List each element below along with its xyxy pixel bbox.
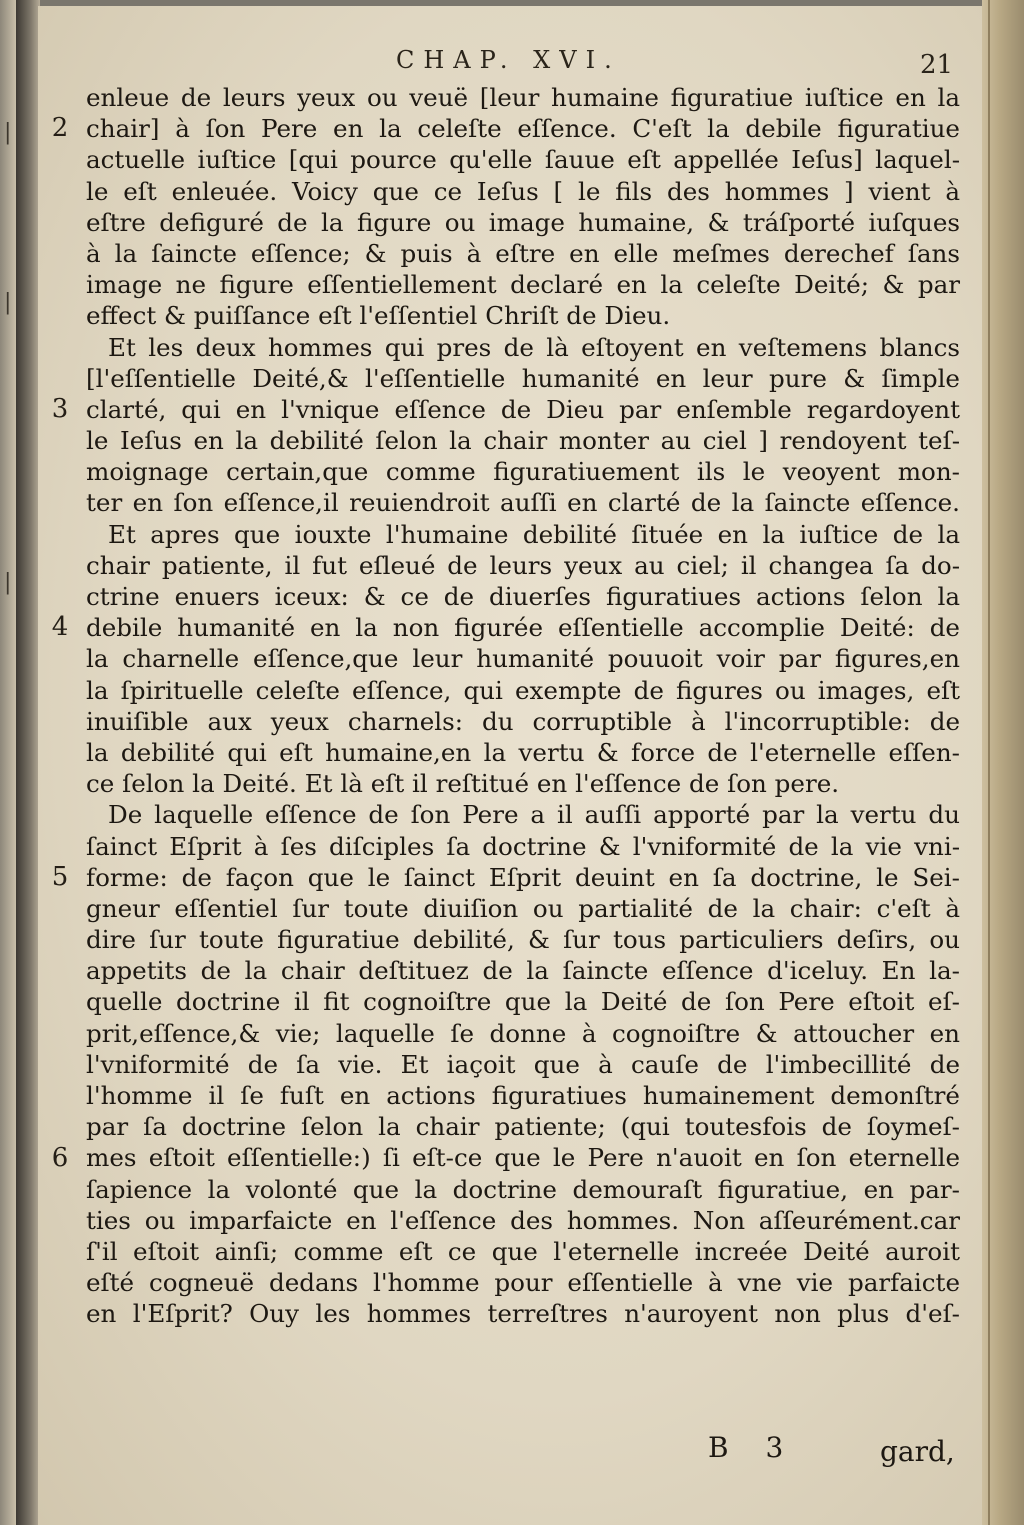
text-line: la debilité qui eſt humaine,en la vertu & force de l'eternelle eſſen-: [86, 737, 960, 767]
verse-number: 5: [51, 862, 69, 892]
running-head: [38, 46, 982, 86]
text-line: eſtre defiguré de la figure ou image humaine, & tráſporté iuſques: [86, 207, 960, 237]
text-line: prit,eſſence,& vie; laquelle ſe donne à cognoiſtre & attoucher en: [86, 1018, 960, 1048]
text-line: le eſt enleuée. Voicy que ce Ieſus [ le fils des hommes ] vient à: [86, 176, 960, 206]
verse-number: 2: [51, 113, 69, 144]
page-footer: [38, 1431, 982, 1481]
text-line: ctrine enuers iceux: & ce de diuerſes figuratiues actions ſelon la: [86, 582, 960, 611]
text-line: la charnelle eſſence,que leur humanité pouuoit voir par figures,en: [86, 644, 960, 674]
verse-number: 4: [51, 612, 69, 643]
page-number: 21: [920, 50, 954, 80]
text-line: ties ou imparfaicte en l'eſſence des hommes. Non aſſeurément.car: [86, 1205, 960, 1235]
text-line: actuelle iuſtice [qui pource qu'elle ſauue eſt appellée Ieſus] laquel-: [86, 145, 960, 175]
text-line: Et les deux hommes qui pres de là eſtoyent en veſtemens blancs: [108, 332, 960, 362]
text-line: appetits de la chair deſtituez de la ſaincte eſſence d'iceluy. En la-: [86, 956, 960, 986]
text-line: l'homme il ſe fuſt en actions figuratiues humainement demonſtré: [86, 1081, 960, 1110]
text-line: en l'Eſprit? Ouy les hommes terreſtres n'auroyent non plus d'eſ-: [86, 1299, 960, 1329]
text-line: image ne figure eſſentiellement declaré en la celeſte Deité; & par: [86, 270, 960, 300]
book-gutter: [16, 0, 40, 1525]
text-line: eſté cogneuë dedans l'homme pour eſſentielle à vne vie parfaicte: [86, 1268, 960, 1298]
text-line: le Ieſus en la debilité ſelon la chair monter au ciel ] rendoyent teſ-: [86, 426, 960, 456]
catchword: gard,: [880, 1435, 955, 1468]
verse-number: 6: [51, 1142, 69, 1173]
verse-number: 3: [51, 394, 69, 424]
text-line: ſapience la volonté que la doctrine demouraſt figuratiue, en par-: [86, 1174, 960, 1204]
text-line: Et apres que iouxte l'humaine debilité ſituée en la iuſtice de la: [108, 519, 960, 549]
text-line: chair] à ſon Pere en la celeſte eſſence. C'eſt la debile figuratiue: [86, 114, 960, 144]
text-line: De laquelle eſſence de ſon Pere a il auſſi apporté par la vertu du: [108, 800, 960, 830]
text-line: moignage certain,que comme figuratiuement ils le veoyent mon-: [86, 457, 960, 487]
text-line: ter en ſon eſſence,il reuiendroit auſſi en clarté de la ſaincte eſſence.: [86, 488, 960, 518]
text-line: gneur eſſentiel ſur toute diuiſion ou partialité de la chair: c'eſt à: [86, 893, 960, 923]
text-line: la ſpirituelle celeſte eſſence, qui exempte de figures ou images, eſt: [86, 675, 960, 705]
text-line: enleue de leurs yeux ou veuë [leur humaine figuratiue iuſtice en la: [86, 83, 960, 112]
text-line: à la ſaincte eſſence; & puis à eſtre en elle meſmes derechef ſans: [86, 238, 960, 268]
text-line: ſainct Eſprit à ſes diſciples ſa doctrine & l'vniformité de la vie vni-: [86, 831, 960, 861]
text-line: [l'eſſentielle Deité,& l'eſſentielle humanité en leur pure & ſimple: [86, 363, 960, 393]
text-line: clarté, qui en l'vnique eſſence de Dieu par enſemble regardoyent: [86, 394, 960, 424]
text-line: mes eſtoit eſſentielle:) ſi eſt-ce que le Pere n'auoit en ſon eternelle: [86, 1143, 960, 1173]
chapter-heading: CHAP. XVI.: [396, 46, 621, 74]
text-line: debile humanité en la non figurée eſſentielle accomplie Deité: de: [86, 613, 960, 643]
page-edge: [982, 0, 1024, 1525]
text-line: ce ſelon la Deité. Et là eſt il reſtitué en l'eſſence de ſon pere.: [86, 769, 840, 799]
text-line: ſ'il eſtoit ainſi; comme eſt ce que l'eternelle increée Deité auroit: [86, 1236, 960, 1266]
text-line: chair patiente, il fut eſleué de leurs yeux au ciel; il changea ſa do-: [86, 550, 960, 580]
text-line: l'vniformité de ſa vie. Et iaçoit que à cauſe de l'imbecillité de: [86, 1049, 960, 1079]
text-line: dire ſur toute figuratiue debilité, & ſur tous particuliers deſirs, ou: [86, 925, 960, 955]
body-text: [51, 82, 960, 1330]
text-line: inuiſible aux yeux charnels: du corruptible à l'incorruptible: de: [86, 706, 960, 736]
text-line: forme: de façon que le ſainct Eſprit deuint en ſa doctrine, le Sei-: [86, 862, 960, 892]
previous-page-edge: | | |: [0, 0, 16, 1525]
text-line: par ſa doctrine ſelon la chair patiente; (qui toutesfois de ſoymeſ-: [86, 1112, 960, 1142]
signature-mark: B 3: [708, 1431, 798, 1464]
book-page: [38, 6, 982, 1525]
text-line: effect & puiſſance eſt l'eſſentiel Chriſt de Dieu.: [86, 301, 671, 331]
text-line: quelle doctrine il fit cognoiſtre que la Deité de ſon Pere eſtoit eſ-: [86, 987, 960, 1017]
